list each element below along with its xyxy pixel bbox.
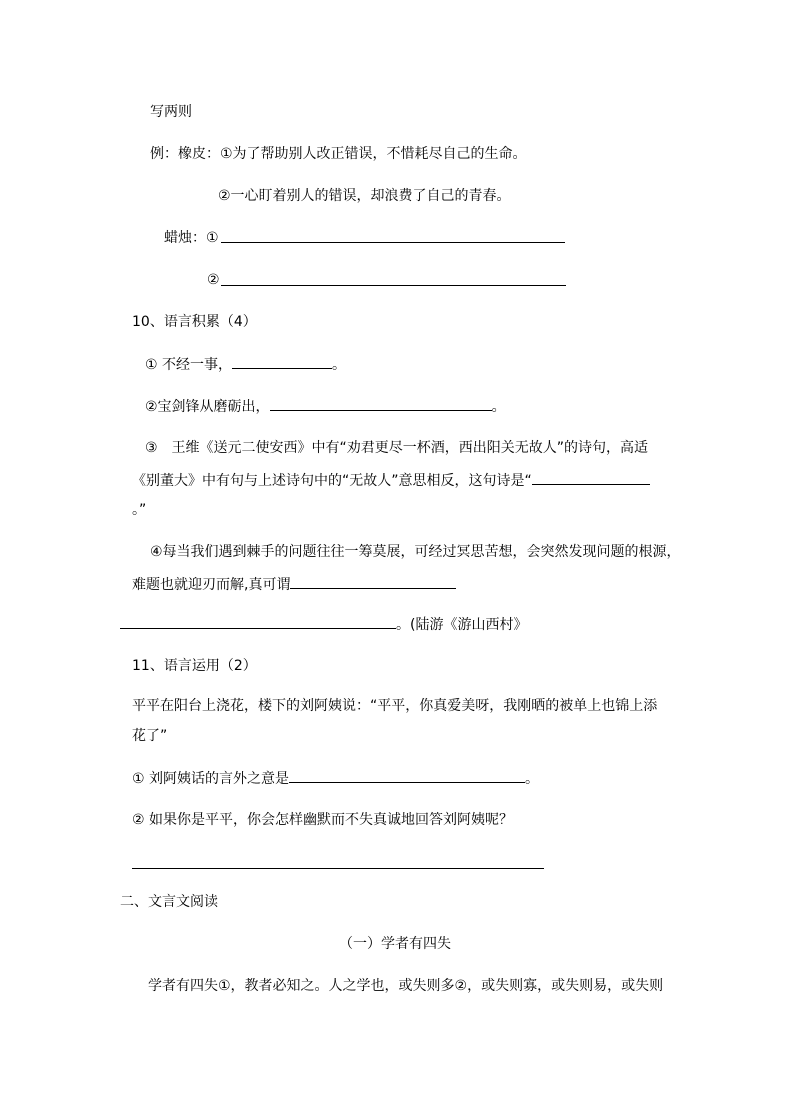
q1-prefix: ① 刘阿姨话的言外之意是 xyxy=(132,771,290,787)
item4-line-1: ④每当我们遇到棘手的问题往往一筹莫展，可经过冥思苦想，会突然发现问题的根源， xyxy=(150,544,681,560)
item3-line-1: ③ 王维《送元二使安西》中有“劝君更尽一杯酒，西出阳关无故人”的诗句，高适 xyxy=(145,440,649,456)
item1-line xyxy=(145,354,346,375)
q1-blank[interactable] xyxy=(289,768,525,783)
scenario-line-1: 平平在阳台上浇花，楼下的刘阿姨说：“平平，你真爱美呀，我刚晒的被单上也锦上添 xyxy=(132,698,658,714)
passage-paragraph: 学者有四失①，教者必知之。人之学也，或失则多②，或失则寡，或失则易，或失则 xyxy=(148,978,664,994)
part2-heading: 二、文言文阅读 xyxy=(120,894,218,910)
passage-title: （一）学者有四失 xyxy=(339,936,451,952)
item2-blank[interactable] xyxy=(270,396,492,411)
item2-suffix: 。 xyxy=(491,399,506,415)
item4-line-2-text: 难题也就迎刃而解,真可谓 xyxy=(132,577,291,593)
item4-blank-1[interactable] xyxy=(290,574,456,589)
item2-line xyxy=(145,396,506,417)
q2-answer-blank[interactable] xyxy=(132,868,544,869)
section11-heading: 11、语言运用（2） xyxy=(132,658,257,674)
candle-mark-1: ① xyxy=(206,230,219,246)
item4-blank-2[interactable] xyxy=(120,614,396,629)
example-sentence-2: ②一心盯着别人的错误，却浪费了自己的青春。 xyxy=(218,188,511,204)
item3-line-3: 。” xyxy=(132,502,147,518)
heading-write-two: 写两则 xyxy=(150,104,192,120)
example-word: 橡皮： xyxy=(178,146,220,162)
item4-line-2 xyxy=(132,574,456,595)
item3-line-2 xyxy=(132,470,650,491)
item1-suffix: 。 xyxy=(332,357,347,373)
item2-prefix: ②宝剑锋从磨砺出， xyxy=(145,399,270,415)
item4-line-3-suffix: 。(陆游《游山西村》 xyxy=(396,617,528,633)
item3-line-2-text: 《别董大》中有句与上述诗句中的“无故人”意思相反，这句诗是“ xyxy=(132,473,532,489)
candle-blank-2[interactable] xyxy=(221,285,566,286)
candle-line-1 xyxy=(164,228,219,248)
section10-heading: 10、语言积累（4） xyxy=(132,314,257,330)
q1-line xyxy=(132,768,539,789)
q1-suffix: 。 xyxy=(525,771,540,787)
q2-line: ② 如果你是平平，你会怎样幽默而不失真诚地回答刘阿姨呢？ xyxy=(132,812,513,828)
example-sentence-1: ①为了帮助别人改正错误，不惜耗尽自己的生命。 xyxy=(220,146,527,162)
candle-blank-1[interactable] xyxy=(221,242,565,243)
candle-word: 蜡烛： xyxy=(164,230,206,246)
item4-line-3 xyxy=(120,614,527,635)
item3-blank[interactable] xyxy=(532,470,650,485)
item1-prefix: ① 不经一事， xyxy=(145,357,233,373)
candle-mark-2: ② xyxy=(207,272,220,288)
example-line-1 xyxy=(150,144,527,164)
example-prefix: 例： xyxy=(150,146,178,162)
scenario-line-2: 花了” xyxy=(132,728,168,744)
item1-blank[interactable] xyxy=(232,354,332,369)
